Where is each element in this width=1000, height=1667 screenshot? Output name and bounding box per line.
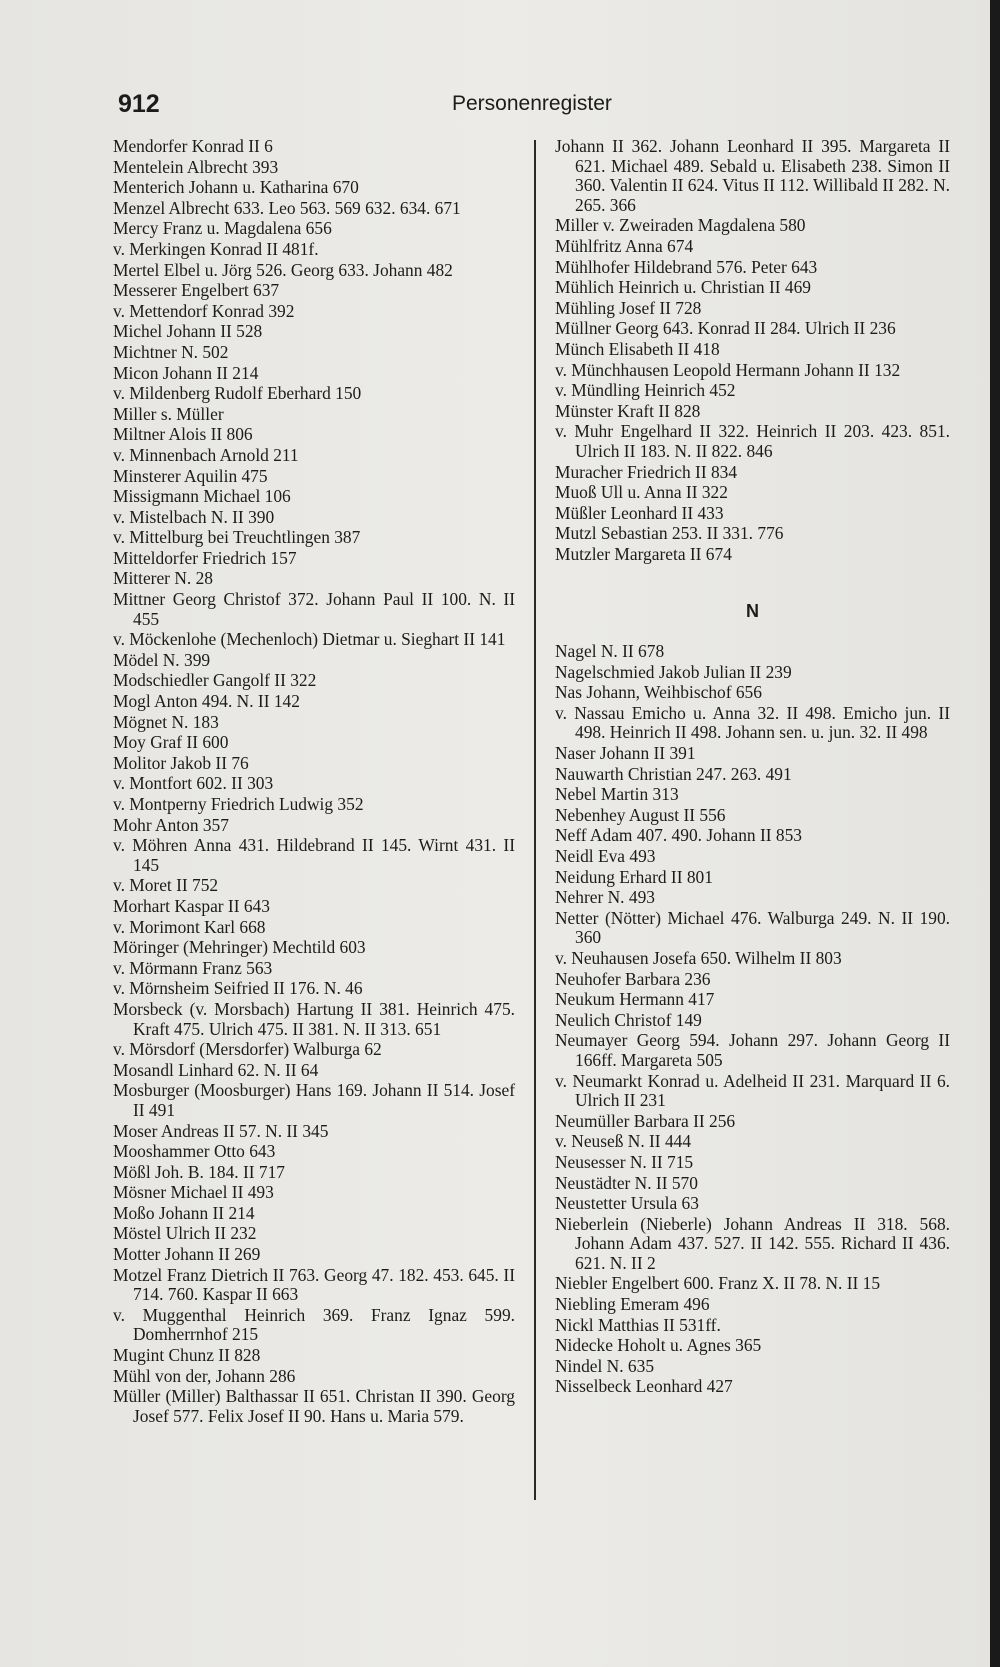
index-entry: Nagelschmied Jakob Julian II 239	[555, 661, 792, 682]
section-letter: N	[746, 601, 759, 622]
index-entry: Neusesser N. II 715	[555, 1151, 694, 1172]
index-entry: Motzel Franz Dietrich II 763. Georg 47. 182. 453. 645. II 714. 760. Kaspar II 663	[113, 1264, 515, 1305]
index-entry: Moser Andreas II 57. N. II 345	[113, 1120, 329, 1141]
index-block-m-continued	[555, 137, 950, 564]
index-entry: v. Mittelburg bei Treuchtlingen 387	[113, 527, 361, 548]
index-entry: Modschiedler Gangolf II 322	[113, 670, 317, 691]
index-entry: Missigmann Michael 106	[113, 486, 291, 507]
index-entry: v. Mörsdorf (Mersdorfer) Walburga 62	[113, 1039, 382, 1060]
index-entry: Neukum Hermann 417	[555, 989, 715, 1010]
index-entry: v. Neuhausen Josefa 650. Wilhelm II 803	[555, 947, 842, 968]
index-entry: Mugint Chunz II 828	[113, 1345, 261, 1366]
page-number: 912	[118, 90, 160, 118]
index-entry: Miller v. Zweiraden Magdalena 580	[555, 215, 806, 236]
index-entry: Müßler Leonhard II 433	[555, 502, 724, 523]
index-entry: Mogl Anton 494. N. II 142	[113, 691, 300, 712]
index-entry: v. Montfort 602. II 303	[113, 773, 274, 794]
index-entry: Morhart Kaspar II 643	[113, 895, 270, 916]
index-entry: Michel Johann II 528	[113, 321, 263, 342]
index-entry: Niebler Engelbert 600. Franz X. II 78. N. II 15	[555, 1273, 881, 1294]
index-entry: Mosandl Linhard 62. N. II 64	[113, 1059, 319, 1080]
index-entry: Neuhofer Barbara 236	[555, 968, 711, 989]
index-entry: v. Muggenthal Heinrich 369. Franz Ignaz 599. Domherrnhof 215	[113, 1304, 515, 1345]
index-entry: v. Muhr Engelhard II 322. Heinrich II 203. 423. 851. Ulrich II 183. N. II 822. 846	[555, 421, 950, 461]
index-entry: Motter Johann II 269	[113, 1244, 261, 1265]
index-entry: Mösner Michael II 493	[113, 1182, 274, 1203]
index-entry: Mendorfer Konrad II 6	[113, 136, 273, 156]
index-entry: Nebenhey August II 556	[555, 804, 726, 825]
index-entry: Mooshammer Otto 643	[113, 1141, 276, 1162]
index-entry: Neumüller Barbara II 256	[555, 1110, 736, 1131]
index-entry: Mödel N. 399	[113, 649, 211, 670]
index-entry: v. Neuseß N. II 444	[555, 1131, 692, 1152]
index-entry: v. Mistelbach N. II 390	[113, 506, 275, 527]
index-entry: Mutzl Sebastian 253. II 331. 776	[555, 523, 784, 544]
index-entry: v. Münchhausen Leopold Hermann Johann II 132	[555, 359, 901, 380]
index-entry: Neff Adam 407. 490. Johann II 853	[555, 825, 802, 846]
index-entry: Mühlhofer Hildebrand 576. Peter 643	[555, 256, 818, 277]
index-entry: v. Minnenbach Arnold 211	[113, 444, 299, 465]
index-entry: Mohr Anton 357	[113, 814, 229, 835]
index-entry: Muracher Friedrich II 834	[555, 461, 738, 482]
index-entry: Nisselbeck Leonhard 427	[555, 1376, 733, 1397]
column-divider	[534, 140, 536, 1500]
index-entry: Mentelein Albrecht 393	[113, 156, 279, 177]
index-entry: Menzel Albrecht 633. Leo 563. 569 632. 634. 671	[113, 197, 461, 218]
index-entry: Mühl von der, Johann 286	[113, 1365, 296, 1386]
index-entry: Mühlich Heinrich u. Christian II 469	[555, 277, 811, 298]
index-entry: v. Möckenlohe (Mechenloch) Dietmar u. Sieghart II 141	[113, 629, 506, 650]
index-entry: Mercy Franz u. Magdalena 656	[113, 218, 332, 239]
index-entry: Müller (Miller) Balthassar II 651. Christan II 390. Georg Josef 577. Felix Josef II 90. Hans u. Maria 579.	[113, 1386, 515, 1426]
index-entry: Micon Johann II 214	[113, 362, 259, 383]
index-entry: Münster Kraft II 828	[555, 400, 701, 421]
index-entry: Menterich Johann u. Katharina 670	[113, 177, 359, 198]
index-entry: Morsbeck (v. Morsbach) Hartung II 381. Heinrich 475. Kraft 475. Ulrich 475. II 381. N. II 313. 651	[113, 998, 515, 1039]
index-entry: v. Montperny Friedrich Ludwig 352	[113, 794, 364, 814]
index-entry: Mutzler Margareta II 674	[555, 543, 732, 564]
index-entry: Mühling Josef II 728	[555, 297, 702, 318]
index-entry: v. Merkingen Konrad II 481f.	[113, 238, 319, 259]
index-entry: v. Mörmann Franz 563	[113, 957, 273, 978]
index-entry: Neustetter Ursula 63	[555, 1193, 699, 1214]
index-entry: Neidung Erhard II 801	[555, 866, 713, 887]
index-block-n	[555, 642, 950, 1397]
index-entry: Nas Johann, Weihbischof 656	[555, 682, 762, 703]
index-entry: Nebel Martin 313	[555, 784, 679, 805]
index-entry: v. Mörnsheim Seifried II 176. N. 46	[113, 978, 363, 999]
index-entry: Mosburger (Moosburger) Hans 169. Johann II 514. Josef II 491	[113, 1080, 515, 1120]
index-entry: v. Nassau Emicho u. Anna 32. II 498. Emicho jun. II 498. Heinrich II 498. Johann sen. u. jun. 32. II 498	[555, 702, 950, 743]
index-entry: Moßo Johann II 214	[113, 1202, 255, 1223]
index-entry: Neidl Eva 493	[555, 846, 656, 866]
index-entry: v. Mettendorf Konrad 392	[113, 300, 295, 321]
page-edge-shadow	[990, 0, 1000, 1667]
index-entry: Nickl Matthias II 531ff.	[555, 1314, 721, 1335]
index-entry: Möstel Ulrich II 232	[113, 1223, 257, 1244]
index-entry: Muoß Ull u. Anna II 322	[555, 482, 728, 503]
index-entry: Nauwarth Christian 247. 263. 491	[555, 763, 792, 784]
index-entry: Mitterer N. 28	[113, 568, 213, 589]
index-entry: Molitor Jakob II 76	[113, 752, 249, 773]
index-entry: v. Mündling Heinrich 452	[555, 380, 736, 401]
index-entry: Messerer Engelbert 637	[113, 280, 280, 301]
index-entry: v. Morimont Karl 668	[113, 916, 266, 937]
index-entry: Minsterer Aquilin 475	[113, 465, 268, 486]
index-entry: Niebling Emeram 496	[555, 1294, 710, 1315]
running-title: Personenregister	[452, 92, 612, 115]
index-entry: Miller s. Müller	[113, 403, 224, 424]
index-entry: Naser Johann II 391	[555, 743, 696, 764]
index-entry: Miltner Alois II 806	[113, 424, 253, 445]
index-column-right	[555, 137, 950, 1398]
index-entry: Mühlfritz Anna 674	[555, 235, 694, 256]
index-entry: Mertel Elbel u. Jörg 526. Georg 633. Johann 482	[113, 259, 453, 280]
index-entry: v. Neumarkt Konrad u. Adelheid II 231. Marquard II 6. Ulrich II 231	[555, 1070, 950, 1111]
index-entry: Mittner Georg Christof 372. Johann Paul II 100. N. II 455	[113, 589, 515, 629]
index-entry: Neulich Christof 149	[555, 1009, 702, 1030]
index-entry: v. Moret II 752	[113, 875, 219, 896]
index-entry: Nidecke Hoholt u. Agnes 365	[555, 1335, 762, 1356]
index-entry: Johann II 362. Johann Leonhard II 395. Margareta II 621. Michael 489. Sebald u. Elisabeth 238. Simon II 360. Valentin II 624. Vitus II 112. Willibald II 282. N. 265. 366	[555, 136, 950, 215]
index-entry: Mögnet N. 183	[113, 711, 219, 732]
index-entry: Nieberlein (Nieberle) Johann Andreas II 318. 568. Johann Adam 437. 527. II 142. 555. Richard II 436. 621. N. II 2	[555, 1213, 950, 1273]
index-entry: Möringer (Mehringer) Mechtild 603	[113, 937, 366, 958]
index-entry: Nindel N. 635	[555, 1355, 655, 1376]
index-entry: v. Möhren Anna 431. Hildebrand II 145. Wirnt 431. II 145	[113, 835, 515, 875]
index-column-left	[113, 137, 515, 1427]
index-entry: Neumayer Georg 594. Johann 297. Johann Georg II 166ff. Margareta 505	[555, 1030, 950, 1070]
index-entry: v. Mildenberg Rudolf Eberhard 150	[113, 383, 362, 404]
index-entry: Müllner Georg 643. Konrad II 284. Ulrich II 236	[555, 318, 896, 339]
index-entry: Nagel N. II 678	[555, 641, 665, 662]
index-entry: Mößl Joh. B. 184. II 717	[113, 1161, 285, 1182]
index-entry: Moy Graf II 600	[113, 732, 229, 753]
page-header	[118, 90, 618, 126]
index-entry: Michtner N. 502	[113, 341, 229, 362]
index-entry: Netter (Nötter) Michael 476. Walburga 249. N. II 190. 360	[555, 907, 950, 948]
index-entry: Mitteldorfer Friedrich 157	[113, 547, 297, 568]
index-entry: Neustädter N. II 570	[555, 1172, 698, 1193]
index-entry: Nehrer N. 493	[555, 887, 655, 908]
index-entry: Münch Elisabeth II 418	[555, 338, 720, 359]
